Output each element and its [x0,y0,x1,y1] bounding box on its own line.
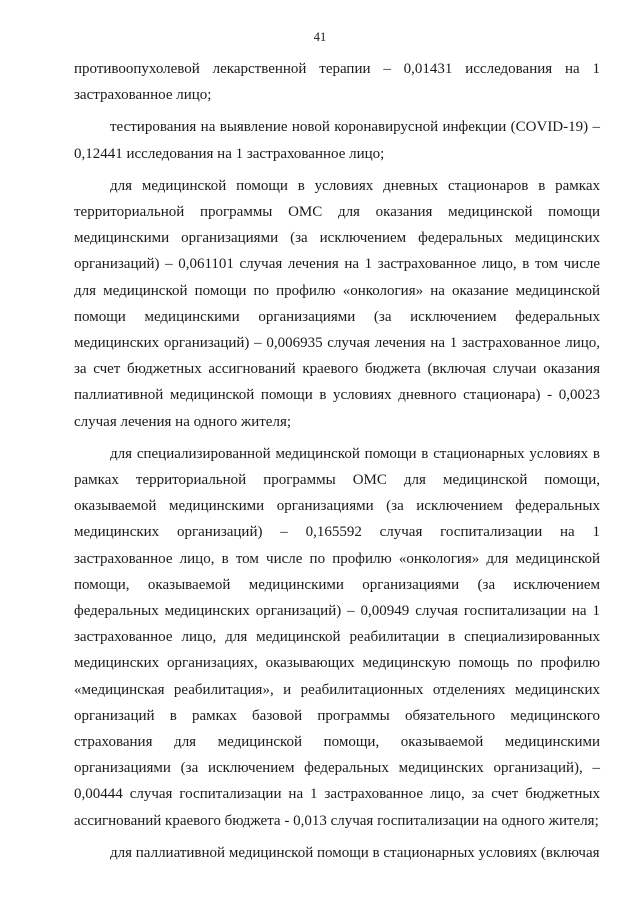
page-number: 41 [313,30,327,44]
paragraph-5: для паллиативной медицинской помощи в стационарных условиях (включая [110,844,600,861]
paragraph-3: для медицинской помощи в условиях дневных стационаров в рамках территориальной программы ОМС для оказания медицинской помощи медицинскими организациями (за исключением федеральных медицинских организаций) – 0,061101 случая лечения на 1 застрахованное лицо, в том числе для медицинской помощи по профилю «онкология» на оказание медицинской помощи медицинскими организациями (за исключением федеральных медицинских организаций) – 0,006935 случая лечения на 1 застрахованное лицо, за счет бюджетных ассигнований краевого бюджета (включая случаи оказания паллиативной медицинской помощи в условиях дневного стационара) - 0,0023 случая лечения на одного жителя; [74,177,600,430]
paragraph-1: противоопухолевой лекарственной терапии – 0,01431 исследования на 1 застрахованное лицо; [74,61,600,104]
paragraph-4: для специализированной медицинской помощи в стационарных условиях в рамках территориальной программы ОМС для медицинской помощи, оказываемой медицинскими организациями (за исключением федеральных медицинских организаций) – 0,165592 случая госпитализации на 1 застрахованное лицо, в том числе по профилю «онкология» для медицинской помощи, оказываемой медицинскими организациями (за исключением федеральных медицинских организаций) – 0,00949 случая госпитализации на 1 застрахованное лицо, для медицинской реабилитации в специализированных медицинских организациях, оказывающих медицинскую помощь по профилю «медицинская реабилитация», и реабилитационных отделениях медицинских организаций в рамках базовой программы обязательного медицинского страхования для медицинской помощи, оказываемой медицинскими организациями (за исключением федеральных медицинских организаций), – 0,00444 случая госпитализации на 1 застрахованное лицо, за счет бюджетных ассигнований краевого бюджета - 0,013 случая госпитализации на одного жителя; [74,445,600,829]
paragraph-2: тестирования на выявление новой коронавирусной инфекции (COVID-19) – 0,12441 исследования на 1 застрахованное лицо; [74,119,600,162]
body-text [74,56,600,866]
